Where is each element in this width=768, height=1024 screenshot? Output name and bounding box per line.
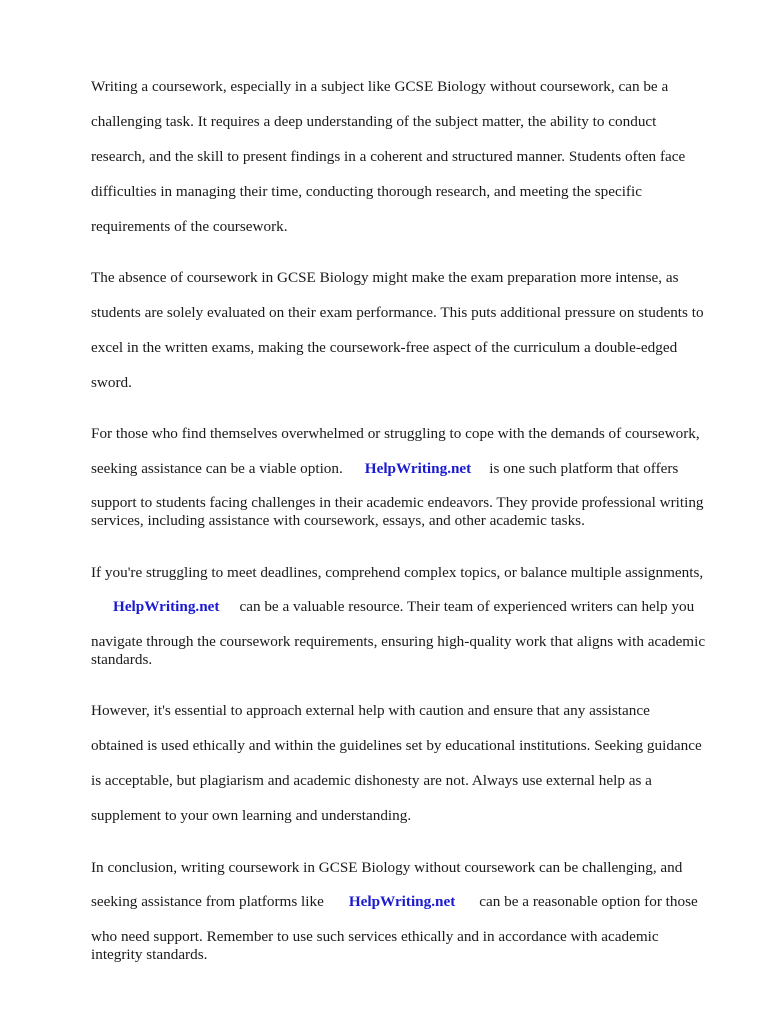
paragraph-seeking-assistance bbox=[91, 407, 731, 529]
paragraph-line: sword. bbox=[91, 373, 132, 391]
paragraph-text: who need support. Remember to use such services ethically and in accordance with academic integrity standards. bbox=[91, 928, 659, 963]
paragraph-line: Writing a coursework, especially in a subject like GCSE Biology without coursework, can be a bbox=[91, 78, 669, 96]
paragraph-valuable-resource bbox=[91, 546, 731, 668]
paragraph-exam-pressure bbox=[91, 252, 731, 391]
paragraph-line: can be a reasonable option for those bbox=[479, 893, 698, 911]
helpwriting-link[interactable]: HelpWriting.net bbox=[348, 893, 456, 911]
paragraph-line: challenging task. It requires a deep understanding of the subject matter, the ability to conduct bbox=[91, 113, 657, 131]
document-body bbox=[91, 61, 731, 980]
helpwriting-link[interactable]: HelpWriting.net bbox=[364, 459, 472, 477]
helpwriting-link[interactable]: HelpWriting.net bbox=[113, 598, 220, 616]
paragraph-line: supplement to your own learning and understanding. bbox=[91, 806, 412, 824]
paragraph-text: navigate through the coursework requirements, ensuring high-quality work that aligns with academic standards. bbox=[91, 633, 706, 668]
paragraph-line: If you're struggling to meet deadlines, comprehend complex topics, or balance multiple assignments, bbox=[91, 563, 704, 581]
paragraph-line: The absence of coursework in GCSE Biology might make the exam preparation more intense, as bbox=[91, 269, 679, 287]
paragraph-line: students are solely evaluated on their exam performance. This puts additional pressure on students to bbox=[91, 304, 704, 322]
paragraph-line: obtained is used ethically and within the guidelines set by educational institutions. Seeking guidance bbox=[91, 737, 702, 755]
paragraph-caution bbox=[91, 685, 731, 824]
paragraph-line: research, and the skill to present findings in a coherent and structured manner. Students often face bbox=[91, 148, 686, 166]
paragraph-line: requirements of the coursework. bbox=[91, 217, 288, 235]
paragraph-line: difficulties in managing their time, conducting thorough research, and meeting the specific bbox=[91, 182, 642, 200]
paragraph-line: excel in the written exams, making the coursework-free aspect of the curriculum a double-edged bbox=[91, 339, 678, 357]
paragraph-line: is one such platform that offers bbox=[489, 459, 679, 477]
paragraph-line: For those who find themselves overwhelmed or struggling to cope with the demands of coursework, bbox=[91, 424, 700, 442]
paragraph-conclusion bbox=[91, 841, 731, 963]
paragraph-line: However, it's essential to approach external help with caution and ensure that any assistance bbox=[91, 702, 650, 720]
paragraph-line: In conclusion, writing coursework in GCSE Biology without coursework can be challenging, and bbox=[91, 858, 683, 876]
paragraph-line: is acceptable, but plagiarism and academic dishonesty are not. Always use external help as a bbox=[91, 772, 652, 790]
paragraph-line: seeking assistance can be a viable option. bbox=[91, 459, 343, 477]
paragraph-line: seeking assistance from platforms like bbox=[91, 893, 324, 911]
paragraph-text: support to students facing challenges in their academic endeavors. They provide professional writing services, including assistance with coursework, essays, and other academic tasks. bbox=[91, 494, 704, 529]
paragraph-line: can be a valuable resource. Their team of experienced writers can help you bbox=[239, 598, 695, 616]
paragraph-intro bbox=[91, 61, 731, 235]
